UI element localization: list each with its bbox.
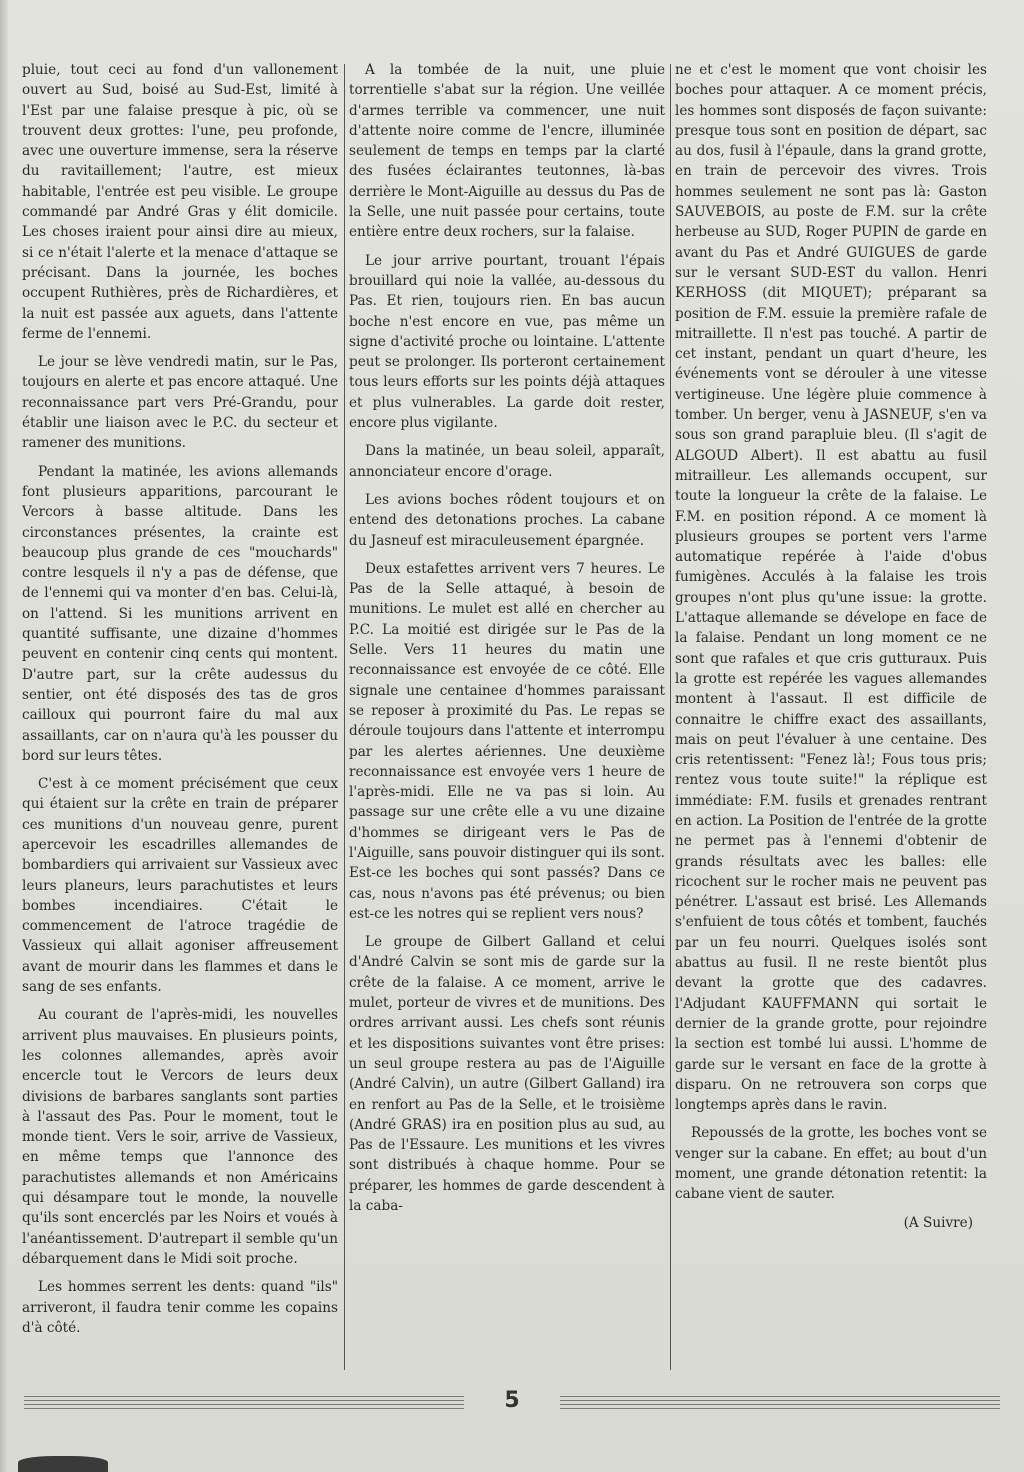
paragraph: pluie, tout ceci au fond d'un vallonement ouvert au Sud, boisé au Sud-Est, limité à l'Est par une falaise presque à pic, où se trouvent deux grottes: l'une, peu profonde, avec une ouverture immense, sera la réserve du ravitaillement; l'autre, est mieux habitable, l'entrée est peu visible. Le groupe commandé par André Gras y élit domicile. Les choses iraient pour ainsi dire au mieux, si ce n'était l'alerte et la menace d'attaque se précisant. Dans la journée, les boches occupent Ruthières, près de Richardières, et la nuit est passée aux aguets, dans l'attente ferme de l'ennemi.	[22, 62, 338, 342]
paragraph: Pendant la matinée, les avions allemands font plusieurs apparitions, parcourant le Vercors à basse altitude. Dans les circonstances présentes, la crainte est beaucoup plus grande de ces "mouchards" contre lesquels il n'y a pas de défense, que de l'ennemi qui va monter d'en bas. Celui-là, on l'attend. Si les munitions arrivent en quantité suffisante, une dizaine d'hommes peuvent en contenir cinq cents qui montent. D'autre part, sur la crête audessus du sentier, ont été disposés des tas de gros cailloux qui pourront faire du mal aux assaillants, car on n'aura qu'à les pousser du bord sur leurs têtes.	[22, 463, 338, 764]
paragraph: Le jour arrive pourtant, trouant l'épais brouillard qui noie la vallée, au-dessous du Pas. Et rien, toujours rien. En bas aucun boche n'est encore en vue, pas même un signe d'activité proche ou lointaine. L'attente peut se prolonger. Ils porteront certainement tous leurs efforts sur les points déjà attaques et plus vulnerables. La garde doit rester, encore plus vigilante.	[349, 252, 665, 432]
paragraph: Les hommes serrent les dents: quand "ils" arriveront, il faudra tenir comme les copains d'à côté.	[22, 1279, 338, 1336]
paragraph: A la tombée de la nuit, une pluie torrentielle s'abat sur la région. Une veillée d'armes terrible va commencer, une nuit d'attente noire comme de l'encre, illuminée seulement de temps en temps par la clarté des fusées éclairantes teutonnes, là-bas derrière le Mont-Aiguille au dessus du Pas de la Selle, une nuit passée pour certains, toute entière entre deux rochers, sur la falaise.	[349, 62, 665, 241]
article-column-2	[349, 60, 665, 1370]
paragraph: Repoussés de la grotte, les boches vont se venger sur la cabane. En effet; au bout d'un moment, une grande détonation retentit: la cabane vient de sauter.	[675, 1125, 987, 1203]
paragraph: Le groupe de Gilbert Galland et celui d'André Calvin se sont mis de garde sur la crête de la falaise. A ce moment, arrive le mulet, porteur de vivres et de munitions. Des ordres arrivant aussi. Les chefs sont réunis et les dispositions suivantes vont être prises: un seul groupe restera au pas de l'Aiguille (André Calvin), un autre (Gilbert Galland) ira en renfort au Pas de la Selle, et le troisième (André GRAS) ira en position plus au sud, au Pas de l'Essaure. Les munitions et les vivres sont distribués à chaque homme. Pour se préparer, les hommes de garde descendent à la caba-	[349, 934, 665, 1215]
paragraph: C'est à ce moment précisément que ceux qui étaient sur la crête en train de préparer ces munitions d'un nouveau genre, purent apercevoir les escadrilles allemandes de bombardiers qui arrivaient sur Vassieux avec leurs planeurs, leurs parachutistes et leurs bombes incendiaires. C'était le commencement de l'atroce tragédie de Vassieux qui allait agoniser affreusement avant de mourir dans les flammes et dans le sang de ses enfants.	[22, 776, 338, 996]
article-column-1	[22, 60, 338, 1370]
column-divider	[670, 64, 671, 1370]
article-column-3	[675, 60, 987, 1370]
paragraph: Le jour se lève vendredi matin, sur le Pas, toujours en alerte et pas encore attaqué. Une reconnaissance part vers Pré-Grandu, pour établir une liaison avec le P.C. du secteur et ramener des munitions.	[22, 354, 338, 452]
to-be-continued-note: (A Suivre)	[903, 1214, 973, 1231]
footer-rule-right	[560, 1396, 1000, 1412]
paragraph: Au courant de l'après-midi, les nouvelles arrivent plus mauvaises. En plusieurs points, les colonnes allemandes, après avoir encercle tout le Vercors de leurs deux divisions de barbares sanglants sont parties à l'assaut des Pas. Pour le moment, tout le monde tient. Vers le soir, arrive de Vassieux, en même temps que l'annonce des parachutistes allemands et non Américains qui désampare tout le monde, la nouvelle qu'ils sont encerclés par les Noirs et voués à l'anéantissement. D'autrepart il semble qu'un débarquement dans le Midi soit proche.	[22, 1007, 338, 1267]
paragraph: Dans la matinée, un beau soleil, apparaît, annonciateur encore d'orage.	[349, 443, 665, 480]
paragraph: Les avions boches rôdent toujours et on entend des detonations proches. La cabane du Jasneuf est miraculeusement épargnée.	[349, 491, 665, 549]
paragraph: Deux estafettes arrivent vers 7 heures. Le Pas de la Selle attaqué, à besoin de munitions. Le mulet est allé en chercher au P.C. La moitié est dirigée sur le Pas de la Selle. Vers 11 heures du matin une reconnaissance est envoyée de ce côté. Elle signale une centainee d'hommes paraissant se reposer à proximité du Pas. Le repas se déroule toujours dans l'attente et interrompu par les alertes aériennes. Une deuxième reconnaissance est envoyée vers 1 heure de l'après-midi. Elle ne va pas si loin. Au passage sur une crête elle a vu une dizaine d'hommes se dirigeant vers le Pas de l'Aiguille, sans pouvoir distinguer qui ils sont. Est-ce les boches qui sont passés? Dans ce cas, nous n'avons pas été prévenus; ou bien est-ce les notres qui se replient vers nous?	[349, 560, 665, 922]
paragraph: ne et c'est le moment que vont choisir les boches pour attaquer. A ce moment précis, les hommes sont disposés de façon suivante: presque tous sont en position de départ, sac au dos, fusil à l'épaule, dans la grand grotte, en train de percevoir des vivres. Trois hommes seulement ne sont pas là: Gaston SAUVEBOIS, au poste de F.M. sur la crête herbeuse au SUD, Roger PUPIN de garde en avant du Pas et André GUIGUES de garde sur le versant SUD-EST du vallon. Henri KERHOSS (dit MIQUET); préparant sa position de F.M. essuie la première rafale de mitraillette. Il n'est pas touché. A partir de cet instant, pendant un quart d'heure, les événements vont se dérouler à une vitesse vertigineuse. Une légère pluie commence à tomber. Un berger, venu à JASNEUF, s'en va sous son grand parapluie bleu. (Il s'agit de ALGOUD Albert). Il est abattu au fusil mitrailleur. Les allemands occupent, sur toute la longueur la crête de la falaise. Le F.M. en position répond. A ce moment là plusieurs groupes se portent vers l'arme automatique repérée à l'aide d'obus fumigènes. Acculés à la falaise les trois groupes n'ont plus qu'une issue: la grotte. L'attaque allemande se dévelope en face de la falaise. Pendant un long moment ce ne sont que rafales et que cris gutturaux. Puis la grotte est repérée les vagues allemandes montent à l'assaut. Il est difficile de connaitre le chiffre exact des assaillants, mais on peut l'évaluer à une centaine. Des cris retentissent: "Fenez là!; Fous tous pris; rentez vous toute suite!" la réplique est immédiate: F.M. fusils et grenades rentrant en action. La Position de l'entrée de la grotte ne permet pas à l'ennemi d'obtenir de grands résultats avec les balles: elle ricochent sur le rocher mais ne peuvent pas pénétrer. L'assaut est brisé. Les Allemands s'enfuient de tous côtés et tombent, fauchés par un feu nourri. Quelques isolés sont abattus au fusil. Il ne reste bientôt plus devant la grotte que des cadavres. l'Adjudant KAUFFMANN qui sortait le dernier de la grande grotte, pour rejoindre la section est tombé lui aussi. L'homme de garde sur le versant en face de la grotte à disparu. On ne retrouvera son corps que longtemps après dans le ravin.	[675, 62, 987, 1114]
footer-rule-left	[24, 1396, 464, 1412]
article-columns	[22, 60, 988, 1380]
column-divider	[344, 64, 345, 1370]
page-number: 5	[504, 1388, 520, 1413]
page-binding-edge	[0, 0, 8, 1472]
page-footer	[24, 1388, 1000, 1418]
bleed-through-mark	[18, 1456, 108, 1472]
